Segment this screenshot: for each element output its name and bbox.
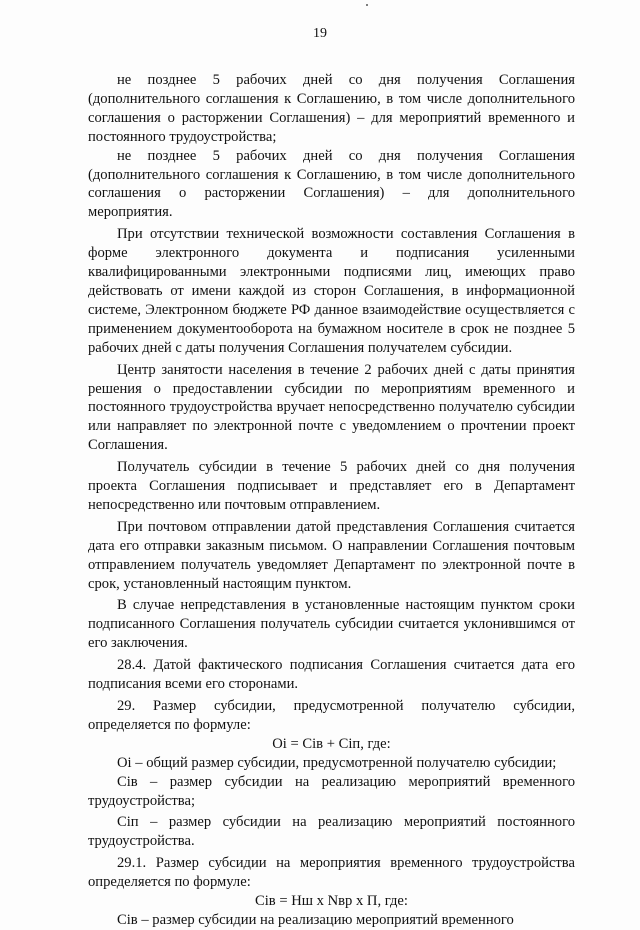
formula-total-subsidy: Oi = Ciв + Ciп, где: <box>272 735 391 752</box>
definition-civ-partial: Ciв – размер субсидии на реализацию мероприятий временного <box>117 911 514 928</box>
paragraph-employment-center: Центр занятости населения в течение 2 рабочих дней с даты принятия решения о предоставлении субсидии по мероприятиям временного и постоянного трудоустройства вручает непосредственно получателю субсидии или направляет по электронной почте с уведомлением о прочтении проект Соглашения. <box>88 361 575 454</box>
definition-oi: Oi – общий размер субсидии, предусмотренной получателю субсидии; <box>117 754 557 771</box>
definition-cip: Ciп – размер субсидии на реализацию мероприятий постоянного трудоустройства. <box>88 814 575 850</box>
scan-speck <box>366 4 368 6</box>
paragraph-non-submission: В случае непредставления в установленные настоящим пунктом сроки подписанного Соглашения получатель субсидии считается уклонившимся от его заключения. <box>88 597 575 652</box>
paragraph-deadline-2: не позднее 5 рабочих дней со дня получения Соглашения (дополнительного соглашения к Соглашению, в том числе дополнительного соглашения о расторжении Соглашения) – для дополнительного мероприятия. <box>88 147 575 221</box>
paragraph-29-1: 29.1. Размер субсидии на мероприятия временного трудоустройства определяется по формуле: <box>88 855 575 891</box>
definition-civ: Ciв – размер субсидии на реализацию мероприятий временного трудоустройства; <box>88 773 575 809</box>
paragraph-paper-flow: При отсутствии технической возможности составления Соглашения в форме электронного документа и подписания усиленными квалифицированными электронными подписями лиц, имеющих право действовать от имени каждой из сторон Соглашения, в информационной системе, Электронном бюджете РФ данное взаимодействие осуществляется с применением документооборота на бумажном носителе в срок не позднее 5 рабочих дней с даты получения Соглашения получателем субсидии. <box>88 226 575 356</box>
paragraph-deadline-1: не позднее 5 рабочих дней со дня получения Соглашения (дополнительного соглашения к Соглашению, в том числе дополнительного соглашения о расторжении Соглашения) – для мероприятий временного и постоянного трудоустройства; <box>88 72 575 145</box>
page-number: 19 <box>313 26 327 41</box>
paragraph-28-4: 28.4. Датой фактического подписания Соглашения считается дата его подписания всеми его сторонами. <box>88 657 575 693</box>
document-body <box>88 71 575 930</box>
paragraph-29: 29. Размер субсидии, предусмотренной получателю субсидии, определяется по формуле: <box>88 698 575 733</box>
paragraph-recipient-signs: Получатель субсидии в течение 5 рабочих дней со дня получения проекта Соглашения подписывает и представляет его в Департамент непосредственно или почтовым отправлением. <box>88 459 575 513</box>
paragraph-postal: При почтовом отправлении датой представления Соглашения считается дата его отправки заказным письмом. О направлении Соглашения почтовым отправлением получатель уведомляет Департамент по электронной почте в срок, установленный настоящим пунктом. <box>88 518 575 592</box>
formula-temporary-subsidy: Ciв = Hш x Nвр x П, где: <box>255 893 408 910</box>
